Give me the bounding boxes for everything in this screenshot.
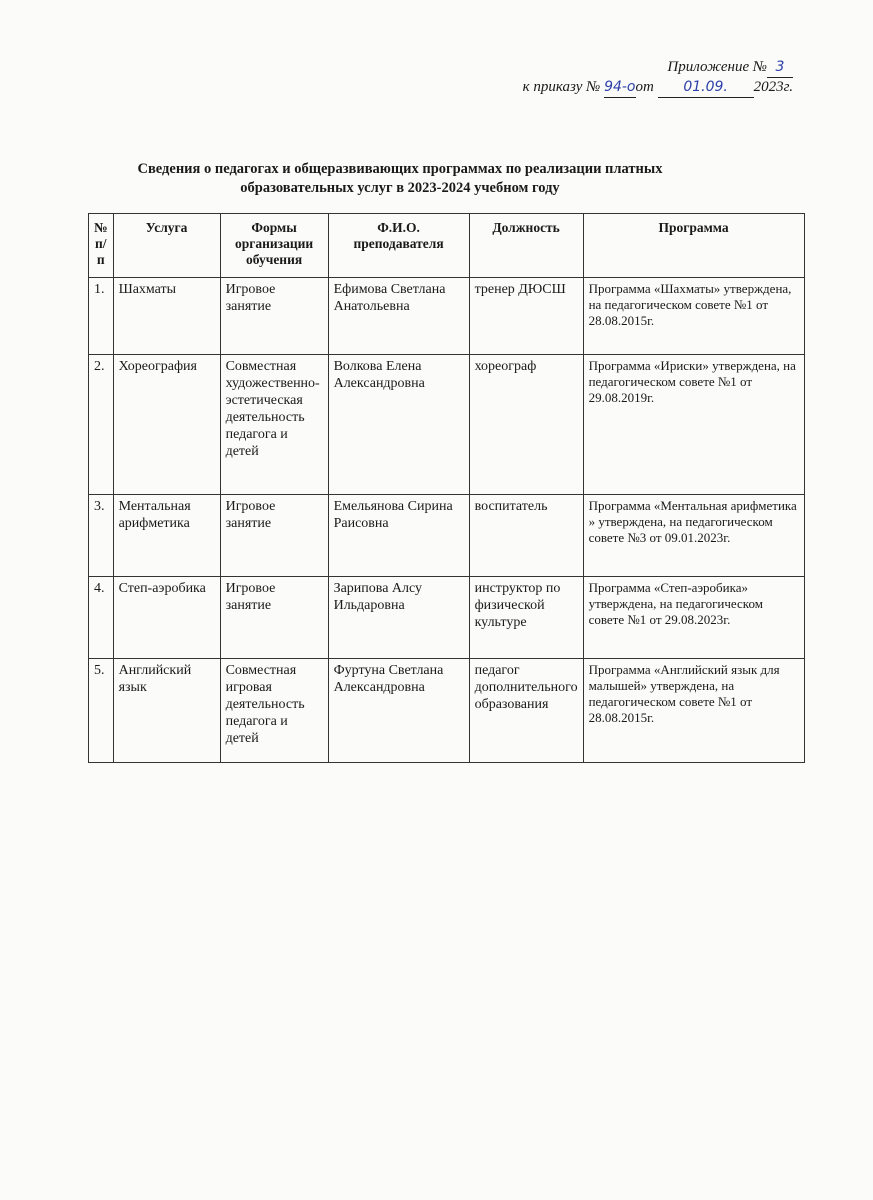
cell-program: Программа «Ириски» утверждена, на педагогическом совете №1 от 29.08.2019г.	[583, 355, 804, 495]
cell-num: 3.	[89, 495, 114, 577]
order-from-label: от	[635, 79, 654, 95]
cell-program: Программа «Шахматы» утверждена, на педагогическом совете №1 от 28.08.2015г.	[583, 278, 804, 355]
order-label: к приказу №	[522, 79, 601, 95]
cell-num: 4.	[89, 577, 114, 659]
cell-num: 1.	[89, 278, 114, 355]
table-row	[89, 495, 805, 577]
cell-num: 2.	[89, 355, 114, 495]
annex-number: 3	[767, 58, 793, 78]
cell-position: педагог дополнительного образования	[469, 659, 583, 763]
annex-line2	[523, 78, 793, 98]
header-program: Программа	[583, 214, 804, 278]
cell-teacher: Зарипова Алсу Ильдаровна	[328, 577, 469, 659]
cell-teacher: Емельянова Сирина Раисовна	[328, 495, 469, 577]
annex-header	[523, 58, 793, 98]
table-row	[89, 577, 805, 659]
order-date: 01.09.	[658, 78, 754, 98]
cell-position: хореограф	[469, 355, 583, 495]
teachers-table	[88, 213, 805, 763]
table-row	[89, 659, 805, 763]
cell-form: Совместная игровая деятельность педагога и детей	[220, 659, 328, 763]
cell-program: Программа «Степ-аэробика» утверждена, на педагогическом совете №1 от 29.08.2023г.	[583, 577, 804, 659]
title-line-1: Сведения о педагогах и общеразвивающих программах по реализации платных	[137, 161, 663, 177]
table-row	[89, 355, 805, 495]
document-title	[100, 160, 700, 198]
header-position: Должность	[469, 214, 583, 278]
cell-form: Совместная художественно-эстетическая деятельность педагога и детей	[220, 355, 328, 495]
cell-position: тренер ДЮСШ	[469, 278, 583, 355]
cell-form: Игровое занятие	[220, 278, 328, 355]
cell-service: Шахматы	[113, 278, 220, 355]
cell-position: инструктор по физической культуре	[469, 577, 583, 659]
header-form: Формы организации обучения	[220, 214, 328, 278]
cell-position: воспитатель	[469, 495, 583, 577]
cell-service: Степ-аэробика	[113, 577, 220, 659]
annex-line1	[523, 58, 793, 78]
header-teacher: Ф.И.О. преподавателя	[328, 214, 469, 278]
cell-num: 5.	[89, 659, 114, 763]
cell-program: Программа «Английский язык для малышей» утверждена, на педагогическом совете №1 от 28.08.2015г.	[583, 659, 804, 763]
cell-teacher: Ефимова Светлана Анатольевна	[328, 278, 469, 355]
cell-teacher: Волкова Елена Александровна	[328, 355, 469, 495]
order-year: 2023г.	[753, 79, 793, 95]
header-service: Услуга	[113, 214, 220, 278]
cell-service: Ментальная арифметика	[113, 495, 220, 577]
order-number: 94-о	[604, 78, 635, 98]
annex-label: Приложение №	[667, 59, 767, 75]
cell-program: Программа «Ментальная арифметика » утверждена, на педагогическом совете №3 от 09.01.2023г.	[583, 495, 804, 577]
cell-service: Хореография	[113, 355, 220, 495]
table-row	[89, 278, 805, 355]
header-num: № п/п	[89, 214, 114, 278]
cell-form: Игровое занятие	[220, 495, 328, 577]
cell-form: Игровое занятие	[220, 577, 328, 659]
cell-service: Английский язык	[113, 659, 220, 763]
title-line-2: образовательных услуг в 2023-2024 учебном году	[240, 180, 560, 196]
table-header-row	[89, 214, 805, 278]
cell-teacher: Фуртуна Светлана Александровна	[328, 659, 469, 763]
